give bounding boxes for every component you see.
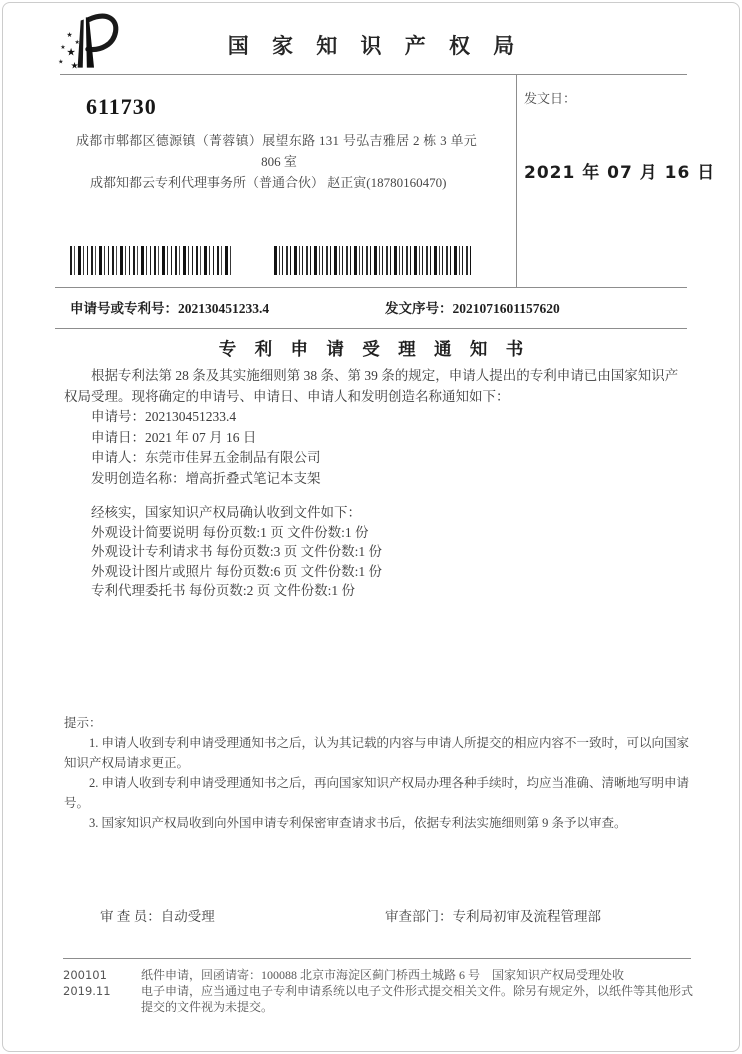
examiner-value: 自动受理 [160, 909, 215, 924]
footer-form-codes [63, 968, 139, 1016]
field-applicant [64, 448, 687, 469]
addressee-address-line1: 成都市郫都区德源镇（菁蓉镇）展望东路 131 号弘吉雅居 2 栋 3 单元 [76, 133, 478, 148]
notice-title: 专 利 申 请 受 理 通 知 书 [218, 339, 531, 359]
received-document-row: 专利代理委托书 每份页数:2 页 文件份数:1 份 [91, 583, 356, 598]
tip-item: 2. 申请人收到专利申请受理通知书之后，再向国家知识产权局办理各种手续时，均应当准确、清晰地写明申请号。 [64, 776, 690, 810]
addressee-block [76, 130, 482, 193]
footer-form-code: 200101 [63, 968, 107, 982]
application-number [70, 297, 269, 317]
svg-text:★: ★ [66, 47, 76, 59]
field-application-date [64, 428, 687, 449]
received-document-row: 外观设计简要说明 每份页数:1 页 文件份数:1 份 [91, 524, 369, 540]
examiner-label: 审 查 员： [100, 909, 161, 924]
field-value: 202130451233.4 [145, 409, 237, 424]
tip-item: 1. 申请人收到专利申请受理通知书之后，认为其记载的内容与申请人所提交的相应内容不一致时，可以向国家知识产权局请求更正。 [64, 736, 690, 770]
notice-intro-paragraph: 根据专利法第 28 条及其实施细则第 38 条、第 39 条的规定，申请人提出的专利申请已由国家知识产权局受理。现将确定的申请号、申请日、申请人和发明创造名称通知如下： [64, 368, 679, 404]
serial-number-value: 2021071601157620 [452, 301, 560, 316]
svg-text:★: ★ [60, 45, 66, 52]
notice-body [64, 366, 687, 489]
addressee-address-line2: 806 室 [261, 154, 297, 169]
tips-label: 提示： [64, 716, 102, 730]
application-number-value: 202130451233.4 [178, 301, 270, 316]
serial-number-label: 发文序号： [385, 301, 453, 316]
header-divider [60, 74, 687, 75]
footer-divider [63, 958, 691, 959]
barcode-right [274, 246, 474, 275]
field-application-no [64, 407, 687, 428]
field-label: 申请号： [91, 409, 145, 424]
tips-block [64, 713, 692, 833]
department-value: 专利局初审及流程管理部 [452, 909, 601, 924]
footer-paper-note: 纸件申请，回函请寄：100088 北京市海淀区蓟门桥西土城路 6 号 国家知识产权局受理处收 [141, 968, 625, 982]
postal-code: 611730 [86, 94, 157, 119]
org-name-title: 国 家 知 识 产 权 局 [227, 34, 524, 58]
datebox-divider [516, 74, 517, 288]
svg-text:★: ★ [74, 40, 81, 47]
field-label: 发明创造名称： [91, 470, 186, 486]
field-value: 增高折叠式笔记本支架 [185, 470, 321, 486]
serial-number [385, 297, 560, 317]
field-label: 申请人： [91, 450, 145, 465]
application-number-label: 申请号或专利号： [70, 301, 178, 316]
reference-bottom-divider [55, 328, 687, 329]
footer-notes [141, 968, 703, 1016]
svg-text:★: ★ [66, 30, 73, 39]
field-label: 申请日： [91, 429, 145, 445]
received-intro: 经核实，国家知识产权局确认收到文件如下： [91, 505, 361, 520]
footer-e-note: 电子申请，应当通过电子专利申请系统以电子文件形式提交相关文件。除另有规定外，以纸件等其他形式提交的文件视为未提交。 [141, 984, 694, 1014]
issue-date-label: 发文日： [524, 91, 577, 106]
issue-date-value: 2021 年 07 月 16 日 [524, 163, 716, 183]
footer-block [63, 968, 703, 1016]
svg-text:★: ★ [58, 59, 64, 66]
svg-text:★: ★ [70, 60, 79, 71]
footer-form-date: 2019.11 [63, 984, 111, 998]
department-line [385, 905, 601, 925]
received-document-row: 外观设计图片或照片 每份页数:6 页 文件份数:1 份 [91, 563, 383, 579]
examiner-line [100, 905, 215, 925]
field-value: 2021 年 07 月 16 日 [145, 429, 257, 445]
reference-top-divider [55, 287, 687, 288]
department-label: 审查部门： [385, 909, 453, 924]
tip-item: 3. 国家知识产权局收到向外国申请专利保密审查请求书后，依据专利法实施细则第 9 条予以审查。 [89, 816, 627, 830]
field-value: 东莞市佳昇五金制品有限公司 [145, 450, 321, 465]
received-documents-block [64, 503, 687, 601]
addressee-agency-line: 成都知都云专利代理事务所（普通合伙） 赵正寅(18780160470) [90, 175, 447, 190]
received-document-row: 外观设计专利请求书 每份页数:3 页 文件份数:1 份 [91, 544, 383, 559]
field-invention-name [64, 469, 687, 490]
barcode-left [70, 246, 234, 275]
